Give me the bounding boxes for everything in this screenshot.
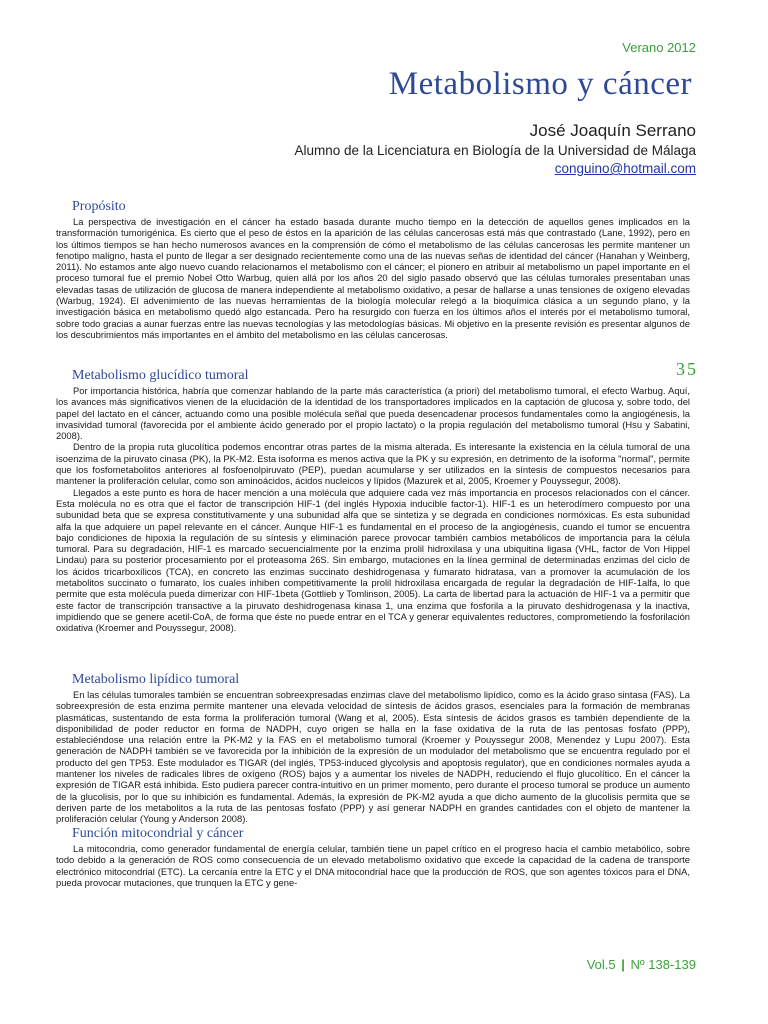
footer-separator: |: [621, 957, 625, 972]
heading-proposito: Propósito: [72, 199, 126, 214]
footer-citation: [587, 957, 696, 972]
section-proposito: [56, 216, 690, 340]
footer-volume: Vol.5: [586, 957, 616, 972]
heading-lipidico: Metabolismo lipídico tumoral: [72, 672, 240, 687]
article-title: Metabolismo y cáncer: [388, 66, 692, 102]
paragraph: Por importancia histórica, habría que comenzar hablando de la parte más característica (a priori) del metabolismo tumoral, el efecto Warbug. Aquí, los avances más significativos vienen de la elucidación de la identidad de los transportadores implicados en la captación de glucosa y, sobre todo, del papel del lactato en el cáncer, actuando como una posible molécula señal que pueda desencadenar procesos fundamentales como la angiogénesis, la invasividad tumoral (favorecida por el ambiente ácido generado por el propio lactato) o la propia regulación del metabolismo tumoral (Hsu y Sabatini, 2008).: [56, 385, 690, 442]
author-email-link[interactable]: conguino@hotmail.com: [554, 161, 696, 176]
author-name: José Joaquín Serrano: [529, 121, 696, 140]
section-lipidico: [56, 689, 690, 825]
heading-glucidico: Metabolismo glucídico tumoral: [72, 368, 249, 383]
season-label: Verano 2012: [622, 40, 696, 55]
section-glucidico: [56, 385, 690, 634]
section-mitocondrial: [56, 843, 690, 888]
author-affiliation: Alumno de la Licenciatura en Biología de la Universidad de Málaga: [294, 143, 696, 158]
heading-mitocondrial: Función mitocondrial y cáncer: [72, 826, 244, 841]
author-block: [295, 120, 697, 177]
paragraph: La perspectiva de investigación en el cáncer ha estado basada durante mucho tiempo en la detección de aquellos genes implicados en la transformación tumorigénica. Es cierto que el peso de éstos en la aparición de las células cancerosas está más que contrastado (Lane, 1992), pero en los últimos tiempos se han hecho numerosos avances en la comprensión de cómo el metabolismo de las células cancerosas les permite mantener un fenotipo maligno, hasta el punto de llegar a ser designado recientemente como una de las nuevas señas de identidad del cáncer (Hanahan y Weinberg, 2011). No estamos ante algo nuevo cuando relacionamos el metabolismo con el cáncer; el pionero en atribuir al metabolismo un papel importante en el proceso tumoral fue el premio Nobel Otto Warbug, quien allá por los años 20 del siglo pasado observó que las células tumorales presentaban unas elevadas tasas de utilización de glucosa de manera independiente al metabolismo oxidativo, a pesar de hallarse a unas tensiones de oxígeno elevadas (Warbug, 1924). El advenimiento de las nuevas herramientas de la biología molecular relegó a la bioquímica clásica a un segundo plano, y la investigación básica en metabolismo quedó algo estancada. Pero ha resurgido con fuerza en los últimos años el interés por el metabolismo tumoral, sobre todo gracias a aunar fuerzas entre las nuevas tecnologías y las metodologías básicas. Mi objetivo en la presente revisión es presentar algunos de los descubrimientos más importantes en el ámbito del metabolismo en las células cancerosas.: [56, 216, 690, 340]
paragraph: Dentro de la propia ruta glucolítica podemos encontrar otras partes de la misma alterada. Es interesante la existencia en la célula tumoral de una isoenzima de la piruvato cinasa (PK), la PK-M2. Esta isoforma es menos activa que la PK y su expresión, en detrimento de la isoforma "normal", permite que los fosfometabolitos anteriores al fosfoenolpiruvato (PEP), puedan acumularse y ser utilizados en la síntesis de compuestos necesarios para mantener la proliferación celular, como son aminoácidos, ácidos nucleicos y lípidos (Mazurek et al, 2005, Kroemer y Pouyssegur, 2008).: [56, 441, 690, 487]
paragraph: Llegados a este punto es hora de hacer mención a una molécula que adquiere cada vez más importancia en procesos relacionados con el cáncer. Esta molécula no es otra que el factor de transcripción HIF-1 (del inglés Hypoxia inducible factor-1). HIF-1 es un heterodímero compuesto por una subunidad beta que se expresa constitutivamente y una subunidad alfa que se sintetiza y se degrada en condiciones normóxicas. Es esta subunidad alfa la que adquiere un papel relevante en el cáncer. Aunque HIF-1 es fundamental en el proceso de la angiogénesis, cuando el tumor se encuentra bajo condiciones de hipoxia la regulación de su síntesis y eliminación parece provocar también cambios metabólicos de importancia para la célula tumoral. Para su degradación, HIF-1 es marcado secuencialmente por la enzima prolil hidroxilasa y una ubiquitina ligasa (VHL, factor de Von Hippel Lindau) para su posterior procesamiento por el proteasoma 26S. Sin embargo, mutaciones en la línea germinal de determinadas enzimas del ciclo de los ácidos tricarboxílicos (TCA), en concreto las enzimas succinato deshidrogenasa y fumarato hidratasa, van a promover la acumulación de los metabolitos succinato o fumarato, los cuales inhiben competitivamente la prolil hidroxilasa encargada de regular la degradación de HIF-1alfa, lo que permite que esta molécula pueda dimerizar con HIF-1beta (Gottlieb y Tomlinson, 2005). La carta de libertad para la actuación de HIF-1 va a permitir que este factor de transcripción transactive a la piruvato deshidrogenasa kinasa 1, una enzima que fosforila a la piruvato deshidrogenasa y la inactiva, impidiendo que se genere acetil-CoA, de forma que éste no puede entrar en el TCA y generar equivalentes reductores, comprometiendo la fosforilación oxidativa (Kroemer and Pouyssegur, 2008).: [56, 486, 690, 634]
page-number: 35: [676, 359, 698, 379]
paragraph: En las células tumorales también se encuentran sobreexpresadas enzimas clave del metabolismo lipídico, como es la ácido graso sintasa (FAS). La sobreexpresión de esta enzima permite mantener una elevada velocidad de síntesis de ácidos grasos, esenciales para la formación de membranas plasmáticas, sustentando de esta forma la proliferación tumoral (Wang et al, 2005). Esta síntesis de ácidos grasos es también dependiente de la disponibilidad de poder reductor en forma de NADPH, cuyo origen se halla en la fase oxidativa de la ruta de las pentosas fosfato (PPP), estableciéndose una relación entre la PK-M2 y la FAS en el metabolismo tumoral (Kroemer y Pouyssegur 2008, Menendez y Lupu 2007). Esta generación de NADPH también se ve favorecida por la inhibición de la expresión de un modulador del metabolismo que se encuentra regulado por el producto del gen TP53. Este modulador es TIGAR (del inglés, TP53-induced glycolysis and apoptosis regulator), que en condiciones normales ayuda a mantener los niveles de radicales libres de oxígeno (ROS) bajos y a aumentar los niveles de NADPH, reduciendo el flujo glucolítico. En el cáncer la expresión de TIGAR está inhibida. Esto pudiera parecer contra-intuitivo en un primer momento, pero durante el proceso tumoral se produce un aumento de la glucolisis, por lo que su inhibición es fundamental. Además, la expresión de PK-M2 ayuda a que dicho aumento de la glucolisis permita que se deriven parte de los metabolitos a la ruta de las pentosas fosfato (PPP) y así generar NADPH en grandes cantidades con el objeto de mantener la proliferación celular (Young y Anderson 2008).: [56, 689, 690, 825]
paragraph: La mitocondria, como generador fundamental de energía celular, también tiene un papel crítico en el progreso hacia el cambio metabólico, sobre todo debido a la generación de ROS como consecuencia de un elevado metabolismo oxidativo que excede la capacidad de la cadena de transporte electrónico mitocondrial (ETC). La cercanía entre la ETC y el DNA mitocondrial hace que la producción de ROS, que son agentes tóxicos para el DNA, pueda provocar mutaciones, que trunquen la ETC y gene-: [56, 843, 690, 888]
footer-issue: Nº 138-139: [630, 957, 696, 972]
